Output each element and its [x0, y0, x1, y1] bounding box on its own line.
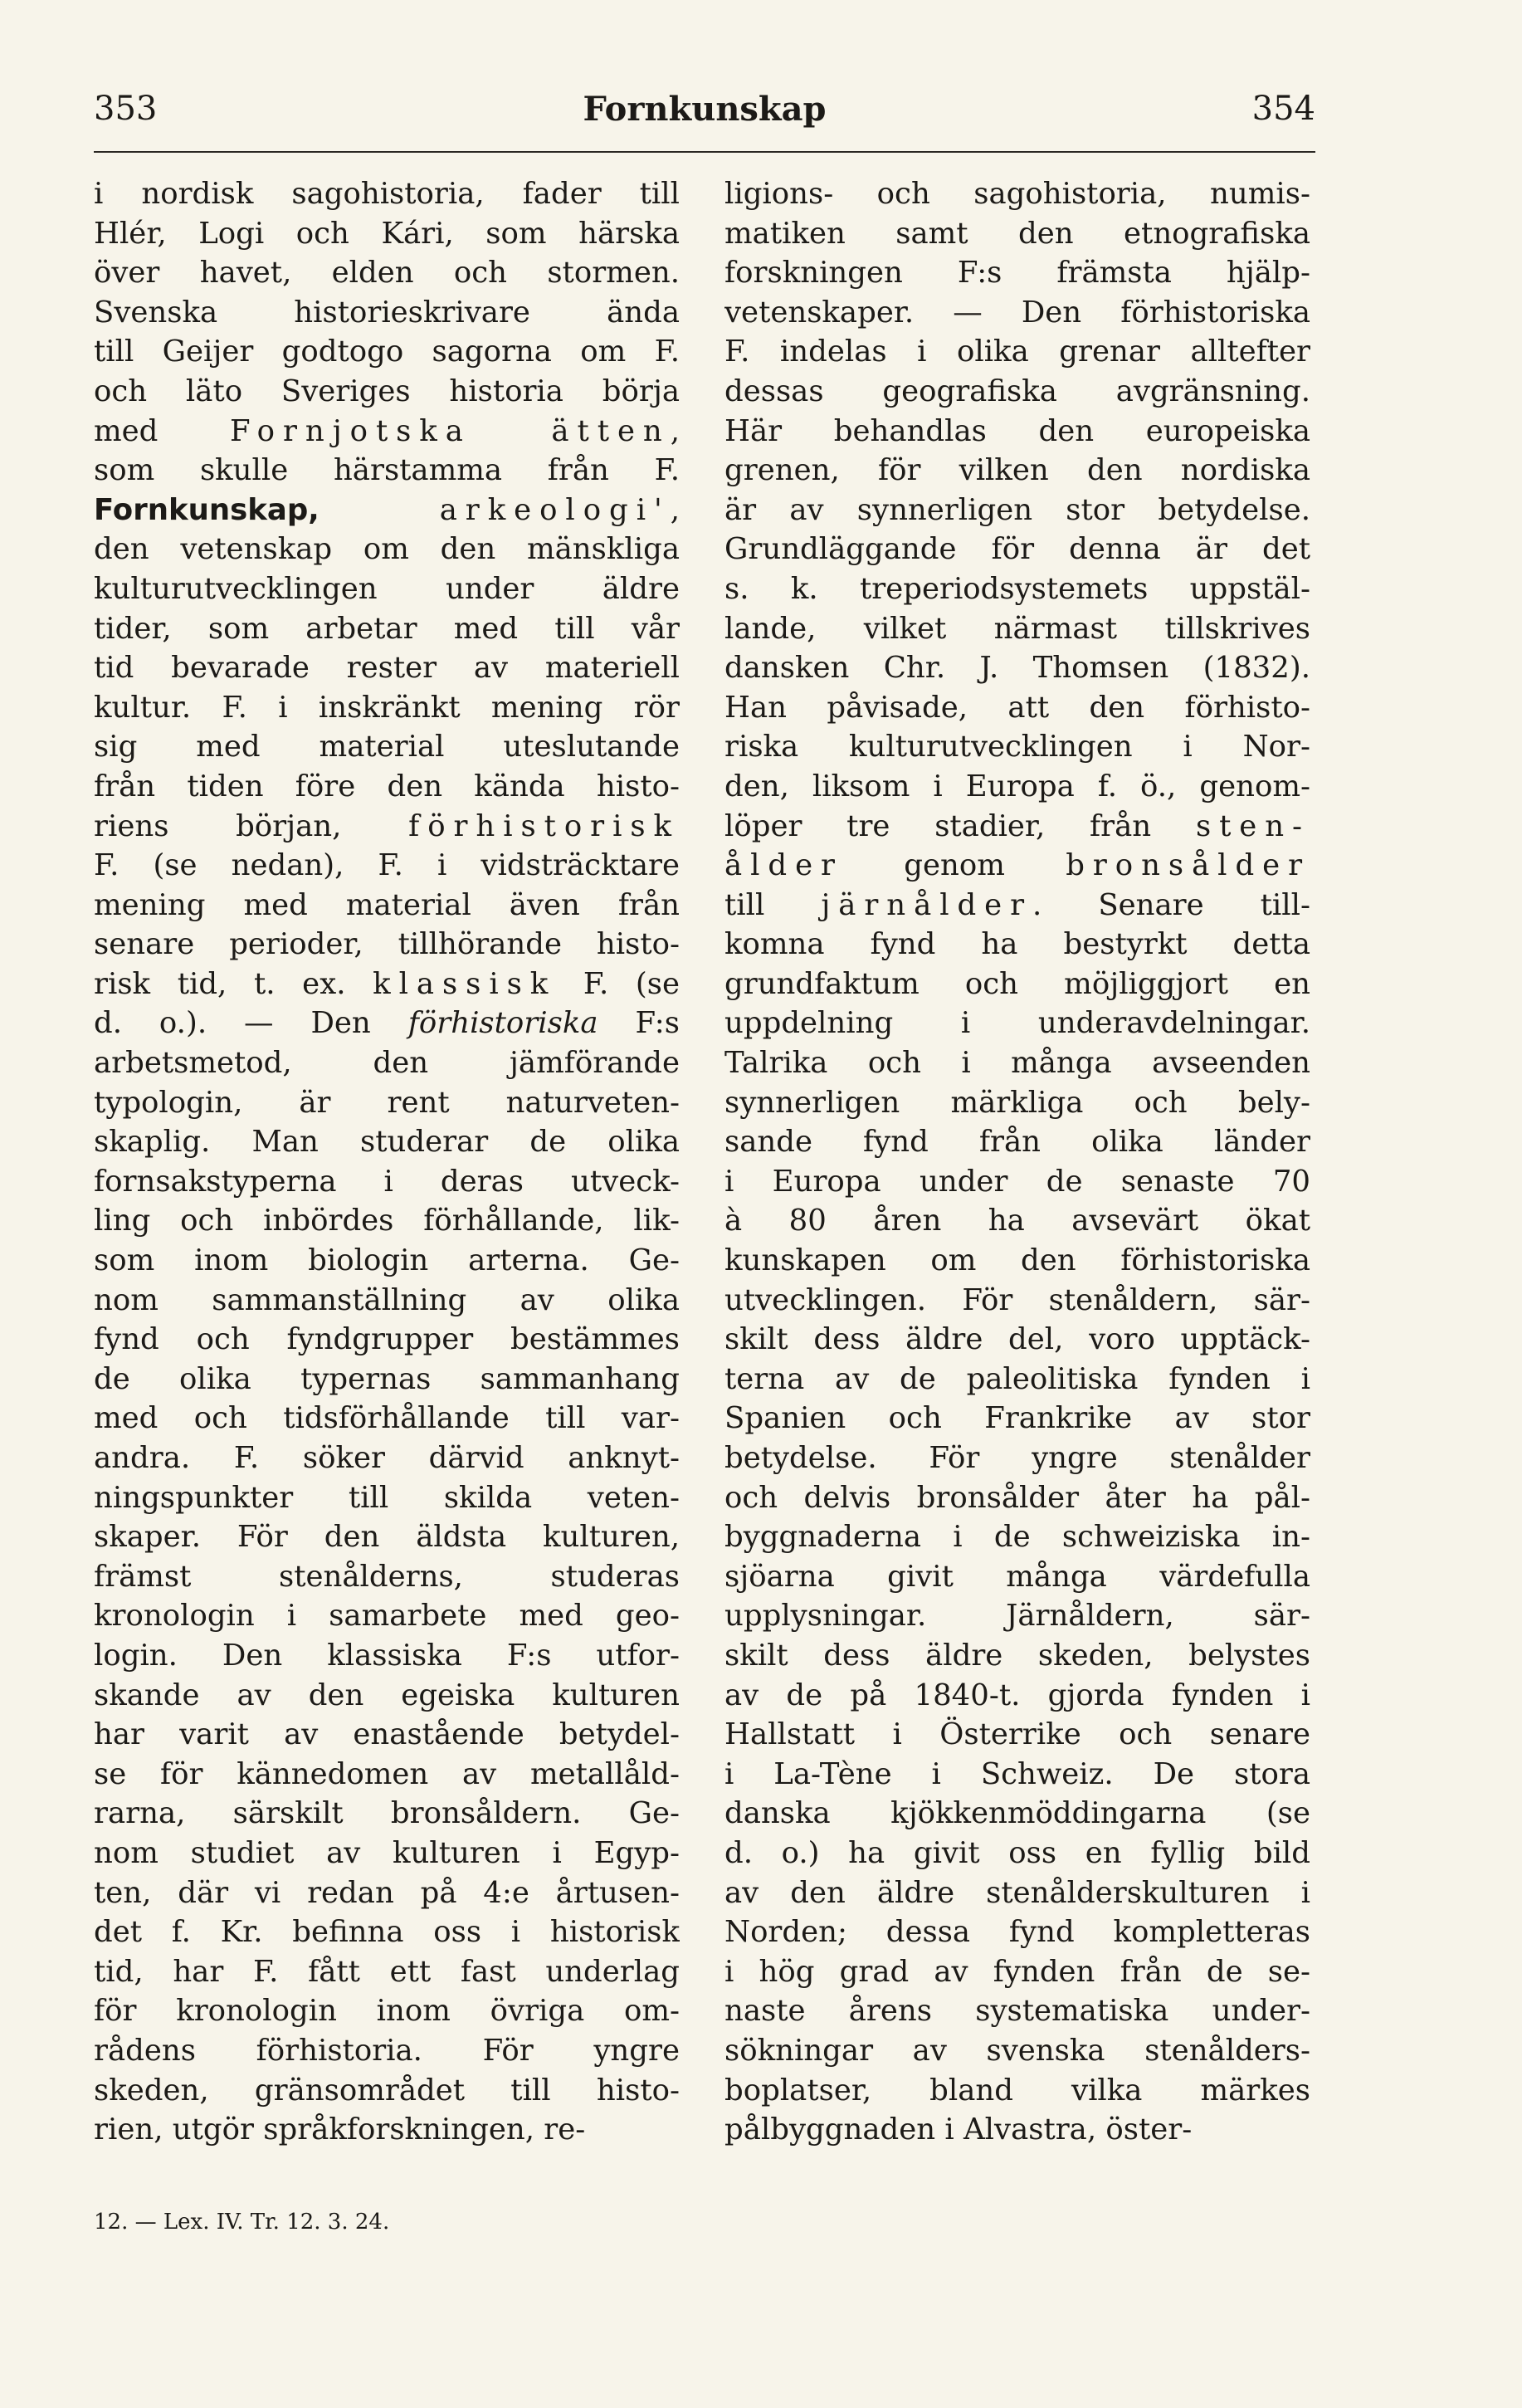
text-line: typologin, är rent naturveten- [94, 1085, 680, 1120]
text-line: byggnaderna i de schweiziska in- [724, 1520, 1310, 1555]
text-line: d. o.) ha givit oss en fyllig bild [724, 1835, 1310, 1870]
text-line: Hallstatt i Österrike och senare [724, 1717, 1310, 1752]
text-line: Spanien och Frankrike av stor [724, 1401, 1310, 1436]
text-line: rien, utgör språkforskningen, re- [94, 2112, 586, 2147]
text-line: forskningen F:s främsta hjälp- [724, 256, 1310, 291]
text-line: Svenska historieskrivare ända [94, 295, 680, 330]
running-title: Fornkunskap [583, 90, 827, 129]
text-line: ten, där vi redan på 4:e årtusen- [94, 1875, 680, 1910]
text-line: ningspunkter till skilda veten- [94, 1480, 680, 1515]
text-line: vetenskaper. — Den förhistoriska [724, 295, 1310, 330]
text-line: skande av den egeiska kulturen [94, 1678, 680, 1712]
text-line: och delvis bronsålder åter ha pål- [724, 1480, 1310, 1515]
text-line: kronologin i samarbete med geo- [94, 1599, 680, 1634]
italic-term: förhistoriska [407, 1006, 598, 1041]
text-line: sökningar av svenska stenålders- [724, 2033, 1310, 2068]
text-line: Grundläggande för denna är det [724, 532, 1310, 567]
printer-footer: 12. — Lex. IV. Tr. 12. 3. 24. [94, 2210, 390, 2235]
spaced-term: järnålder [821, 887, 1033, 922]
text-line: för kronologin inom övriga om- [94, 1994, 680, 2029]
text-line: ling och inbördes förhållande, lik- [94, 1204, 680, 1238]
text-line: pålbyggnaden i Alvastra, öster- [724, 2112, 1193, 2147]
text-line: tid, har F. fått ett fast underlag [94, 1954, 680, 1989]
text-line: skaplig. Man studerar de olika [94, 1125, 680, 1160]
text-line: Här behandlas den europeiska [724, 413, 1310, 448]
spaced-term: ålder [724, 848, 843, 883]
text-line: boplatser, bland vilka märkes [724, 2073, 1310, 2108]
text-line: arbetsmetod, den jämförande [94, 1046, 680, 1081]
text-line: i hög grad av fynden från de se- [724, 1954, 1310, 1989]
text-line: ligions- och sagohistoria, numis- [724, 177, 1310, 211]
text-line: upplysningar. Järnåldern, sär- [724, 1599, 1310, 1634]
spaced-term: sten- [1195, 808, 1310, 843]
text-line: naste årens systematiska under- [724, 1994, 1310, 2029]
text-line: sjöarna givit många värdefulla [724, 1559, 1310, 1594]
text-line: d. o.). — Den förhistoriska F:s [94, 1006, 680, 1041]
text-line: tid bevarade rester av materiell [94, 651, 680, 686]
right-column [724, 174, 1310, 2150]
text-line: Fornkunskap, arkeologi', [94, 492, 680, 527]
text-line: skaper. För den äldsta kulturen, [94, 1520, 680, 1555]
page-number-right: 354 [1251, 90, 1315, 128]
text-line: skilt dess äldre skeden, belystes [724, 1638, 1310, 1673]
text-line: Han påvisade, att den förhisto- [724, 690, 1310, 725]
page-header [94, 90, 1315, 139]
text-line: dessas geografiska avgränsning. [724, 374, 1310, 408]
text-line: betydelse. För yngre stenålder [724, 1441, 1310, 1475]
text-line: med och tidsförhållande till var- [94, 1401, 680, 1436]
text-line: senare perioder, tillhörande histo- [94, 927, 680, 962]
spaced-term: Fornjotska ätten [230, 413, 671, 448]
text-line: av de på 1840-t. gjorda fynden i [724, 1678, 1310, 1712]
text-line: av den äldre stenålderskulturen i [724, 1875, 1310, 1910]
text-line: à 80 åren ha avsevärt ökat [724, 1204, 1310, 1238]
text-line: utvecklingen. För stenåldern, sär- [724, 1282, 1310, 1317]
spaced-term: klassisk [373, 966, 557, 1001]
text-line: F. (se nedan), F. i vidsträcktare [94, 848, 680, 883]
text-line: kultur. F. i inskränkt mening rör [94, 690, 680, 725]
text-line: F. indelas i olika grenar alltefter [724, 335, 1310, 369]
text-line: Talrika och i många avseenden [724, 1046, 1310, 1081]
text-line: mening med material även från [94, 887, 680, 922]
text-line: främst stenålderns, studeras [94, 1559, 680, 1594]
text-line: kunskapen om den förhistoriska [724, 1243, 1310, 1278]
text-line: komna fynd ha bestyrkt detta [724, 927, 1310, 962]
text-line: som inom biologin arterna. Ge- [94, 1243, 680, 1278]
text-line: danska kjökkenmöddingarna (se [724, 1796, 1310, 1831]
text-line: fynd och fyndgrupper bestämmes [94, 1322, 680, 1357]
text-line: matiken samt den etnografiska [724, 216, 1310, 251]
text-line: ålder genom bronsålder [724, 848, 1310, 883]
text-line: synnerligen märkliga och bely- [724, 1085, 1310, 1120]
text-line: login. Den klassiska F:s utfor- [94, 1638, 680, 1673]
text-line: grundfaktum och möjliggjort en [724, 966, 1310, 1001]
text-line: kulturutvecklingen under äldre [94, 571, 680, 606]
text-line: uppdelning i underavdelningar. [724, 1006, 1310, 1041]
text-line: sig med material uteslutande [94, 730, 680, 764]
text-line: i nordisk sagohistoria, fader till [94, 177, 680, 211]
text-line: dansken Chr. J. Thomsen (1832). [724, 651, 1310, 686]
text-line: skilt dess äldre del, voro upptäck- [724, 1322, 1310, 1357]
text-line: fornsakstyperna i deras utveck- [94, 1164, 680, 1199]
text-line: och läto Sveriges historia börja [94, 374, 680, 408]
text-line: s. k. treperiodsystemets uppstäl- [724, 571, 1310, 606]
text-line: den vetenskap om den mänskliga [94, 532, 680, 567]
page-number-left: 353 [94, 90, 158, 128]
text-line: skeden, gränsområdet till histo- [94, 2073, 680, 2108]
text-line: till järnålder. Senare till- [724, 887, 1310, 922]
text-line: i Europa under de senaste 70 [724, 1164, 1310, 1199]
headword: Fornkunskap, [94, 492, 320, 527]
spaced-term: förhistorisk [408, 808, 680, 843]
text-line: grenen, för vilken den nordiska [724, 453, 1310, 488]
left-column [94, 174, 680, 2150]
text-line: de olika typernas sammanhang [94, 1361, 680, 1396]
text-line: riska kulturutvecklingen i Nor- [724, 730, 1310, 764]
text-line: i La-Tène i Schweiz. De stora [724, 1756, 1310, 1791]
text-line: nom sammanställning av olika [94, 1282, 680, 1317]
text-line: lande, vilket närmast tillskrives [724, 611, 1310, 646]
text-line: risk tid, t. ex. klassisk F. (se [94, 966, 680, 1001]
text-line: rarna, särskilt bronsåldern. Ge- [94, 1796, 680, 1831]
text-line: är av synnerligen stor betydelse. [724, 492, 1310, 527]
text-line: andra. F. söker därvid anknyt- [94, 1441, 680, 1475]
text-line: se för kännedomen av metallåld- [94, 1756, 680, 1791]
text-line: rådens förhistoria. För yngre [94, 2033, 680, 2068]
text-line: Norden; dessa fynd kompletteras [724, 1915, 1310, 1950]
text-line: som skulle härstamma från F. [94, 453, 680, 488]
spaced-term: arkeologi' [439, 492, 671, 527]
text-line: nom studiet av kulturen i Egyp- [94, 1835, 680, 1870]
text-line: Hlér, Logi och Kári, som härska [94, 216, 680, 251]
spaced-term: bronsålder [1066, 848, 1310, 883]
text-line: sande fynd från olika länder [724, 1125, 1310, 1160]
text-line: riens början, förhistorisk [94, 808, 680, 843]
text-line: det f. Kr. befinna oss i historisk [94, 1915, 680, 1950]
text-line: terna av de paleolitiska fynden i [724, 1361, 1310, 1396]
text-line: till Geijer godtogo sagorna om F. [94, 335, 680, 369]
text-line: löper tre stadier, från sten- [724, 808, 1310, 843]
text-line: från tiden före den kända histo- [94, 769, 680, 803]
text-line: över havet, elden och stormen. [94, 256, 680, 291]
text-line: tider, som arbetar med till vår [94, 611, 680, 646]
text-line: den, liksom i Europa f. ö., genom- [724, 769, 1310, 803]
text-line: med Fornjotska ätten, [94, 413, 680, 448]
header-rule [94, 151, 1315, 153]
text-line: har varit av enastående betydel- [94, 1717, 680, 1752]
